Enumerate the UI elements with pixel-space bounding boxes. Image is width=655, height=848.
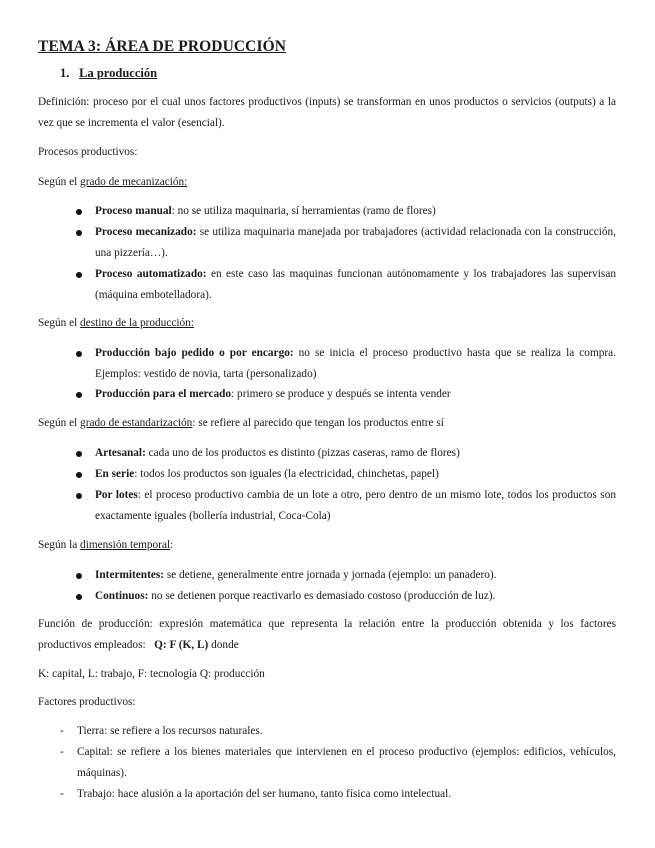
- criterion-prefix: Según el: [38, 317, 81, 329]
- definition-paragraph: Definición: proceso por el cual unos factores productivos (inputs) se transforman en unos productos o servicios (outputs) a la vez que se incrementa el valor (esencial).: [38, 96, 616, 129]
- bullet-icon: [76, 230, 82, 236]
- bullet-item: [95, 565, 616, 586]
- page-title: TEMA 3: ÁREA DE PRODUCCIÓN: [38, 38, 287, 55]
- dash-text: Trabajo: hace alusión a la aportación del ser humano, tanto física como intelectual.: [77, 788, 452, 800]
- criterion-suffix: : se refiere al parecido que tengan los productos entre sí: [192, 417, 444, 429]
- bullet-text: no se detienen porque reactivarlo es demasiado costoso (producción de luz).: [148, 590, 496, 602]
- bullet-item: [95, 586, 616, 607]
- bullet-text: : primero se produce y después se intenta vender: [231, 388, 451, 400]
- dash-item: [60, 784, 616, 805]
- procesos-label: Procesos productivos:: [38, 146, 138, 158]
- bullet-term: Continuos:: [95, 590, 149, 602]
- dash-item: [60, 742, 616, 784]
- bullet-term: Proceso manual: [95, 205, 172, 217]
- criterion-prefix: Según el: [38, 417, 81, 429]
- bullet-text: se detiene, generalmente entre jornada y jornada (ejemplo: un panadero).: [164, 569, 497, 581]
- bullet-text: : el proceso productivo cambia de un lote a otro, pero dentro de un mismo lote, todos los productos son exactamente iguales (bollería industrial, Coca-Cola): [95, 489, 616, 522]
- criterion-mecanizacion: [38, 172, 616, 193]
- bullet-term: Por lotes: [95, 489, 138, 501]
- criterion-suffix: :: [170, 539, 174, 551]
- criterion-estandarizacion: [38, 413, 616, 434]
- bullet-term: Intermitentes:: [95, 569, 165, 581]
- bullet-item: [95, 485, 616, 527]
- criterion-prefix: Según el: [38, 176, 81, 188]
- bullet-icon: [76, 451, 82, 457]
- bullet-icon: [76, 392, 82, 398]
- bullet-text: : no se utiliza maquinaria, sí herramientas (ramo de flores): [171, 205, 436, 217]
- bullet-icon: [76, 573, 82, 579]
- bullet-item: [95, 343, 616, 385]
- bullet-text: no se inicia el proceso productivo hasta que se realiza la compra. Ejemplos: vestido de novia, tarta (personalizado): [95, 347, 616, 380]
- bullet-icon: [76, 209, 82, 215]
- funcion-suffix: donde: [208, 639, 239, 651]
- bullet-text: se utiliza maquinaria manejada por trabajadores (actividad relacionada con la construcción, una pizzería…).: [95, 226, 616, 259]
- funcion-text: Función de producción: expresión matemática que representa la relación entre la producción obtenida y los factores productivos empleados:: [38, 618, 616, 651]
- dash-text: Capital: se refiere a los bienes materiales que intervienen en el proceso productivo (ejemplos: edificios, vehículos, máquinas).: [77, 746, 616, 779]
- criterion-name: dimensión temporal: [80, 539, 171, 551]
- bullet-item: [95, 443, 616, 464]
- criterion-prefix: Según la: [38, 539, 81, 551]
- bullet-text: cada uno de los productos es distinto (pizzas caseras, ramo de flores): [145, 447, 460, 459]
- bullet-text: : todos los productos son iguales (la electricidad, chinchetas, papel): [134, 468, 439, 480]
- bullet-item: [95, 264, 616, 306]
- section-number: 1.: [60, 66, 70, 80]
- variables-line: K: capital, L: trabajo, F: tecnología Q: producción: [38, 668, 265, 680]
- bullet-term: Artesanal:: [95, 447, 146, 459]
- bullet-term: Producción bajo pedido o por encargo:: [95, 347, 294, 359]
- factores-label: Factores productivos:: [38, 696, 136, 708]
- dash-icon: -: [60, 788, 64, 800]
- bullet-item: [95, 222, 616, 264]
- criterion-temporal: [38, 535, 616, 556]
- bullet-icon: [76, 351, 82, 357]
- funcion-paragraph: [38, 614, 616, 656]
- bullet-icon: [76, 594, 82, 600]
- section-heading: [60, 66, 157, 81]
- criterion-name: grado de mecanización:: [80, 176, 188, 188]
- funcion-formula: Q: F (K, L): [154, 639, 209, 651]
- bullet-icon: [76, 493, 82, 499]
- bullet-item: [95, 201, 616, 222]
- criterion-name: grado de estandarización: [80, 417, 193, 429]
- bullet-icon: [76, 272, 82, 278]
- bullet-icon: [76, 472, 82, 478]
- dash-icon: -: [60, 746, 64, 758]
- bullet-term: En serie: [95, 468, 135, 480]
- dash-item: [60, 721, 616, 742]
- section-label: La producción: [79, 66, 158, 80]
- bullet-term: Producción para el mercado: [95, 388, 232, 400]
- bullet-item: [95, 384, 616, 405]
- bullet-text: en este caso las maquinas funcionan autónomamente y los trabajadores las supervisan (máquina embotelladora).: [95, 268, 616, 301]
- dash-icon: -: [60, 725, 64, 737]
- bullet-term: Proceso mecanizado:: [95, 226, 197, 238]
- dash-text: Tierra: se refiere a los recursos naturales.: [77, 725, 263, 737]
- criterion-name: destino de la producción:: [80, 317, 194, 329]
- criterion-destino: [38, 313, 616, 334]
- bullet-item: [95, 464, 616, 485]
- bullet-term: Proceso automatizado:: [95, 268, 207, 280]
